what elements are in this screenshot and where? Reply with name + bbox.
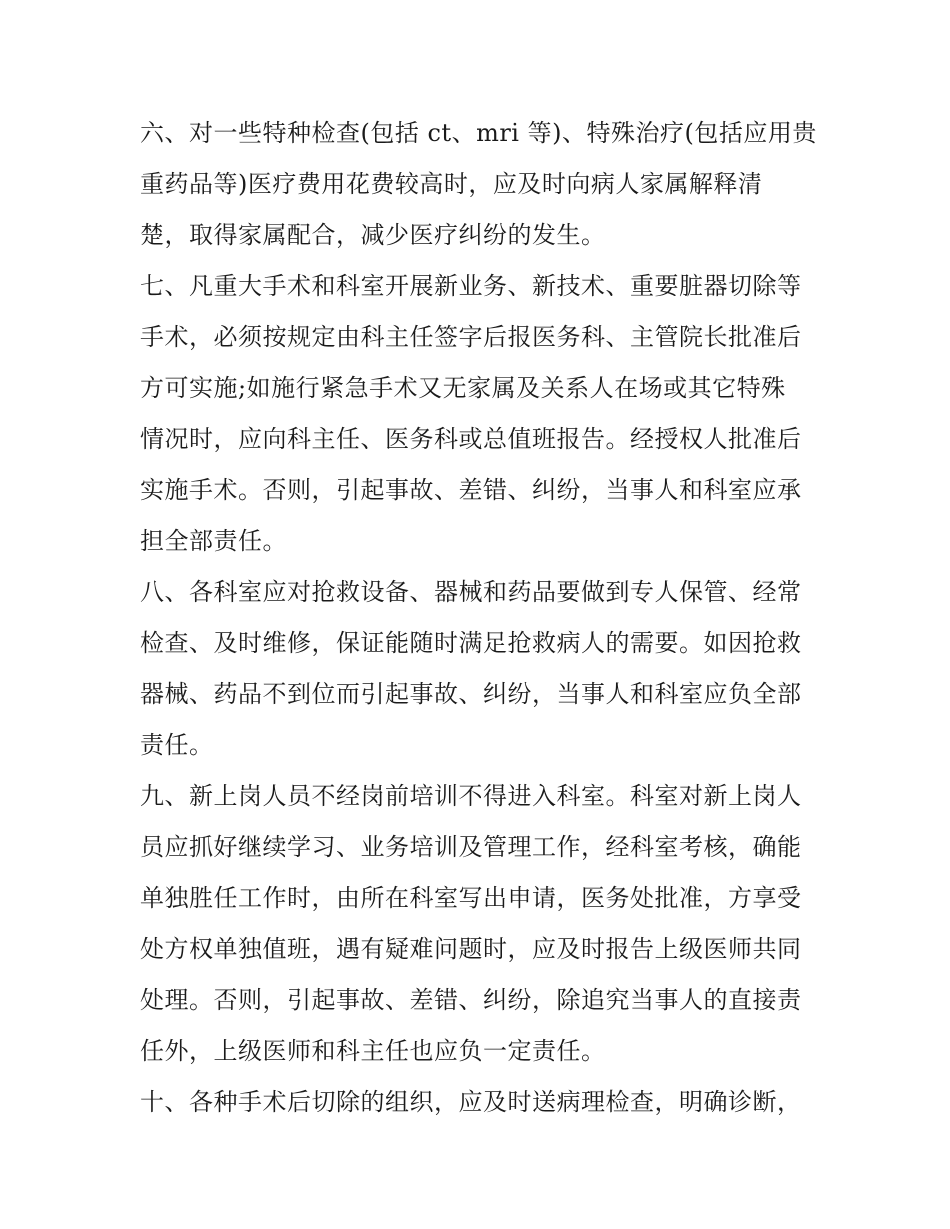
text-line: 情况时，应向科主任、医务科或总值班报告。经授权人批准后 (140, 425, 802, 453)
text-line: 方可实施;如施行紧急手术又无家属及关系人在场或其它特殊 (140, 374, 786, 402)
text-line: 任外，上级医师和科主任也应负一定责任。 (140, 1037, 606, 1065)
text-line: 处理。否则，引起事故、差错、纠纷，除追究当事人的直接责 (140, 986, 802, 1014)
text-line: 器械、药品不到位而引起事故、纠纷，当事人和科室应负全部 (140, 680, 802, 708)
paragraph-item-6 (140, 108, 817, 261)
text-line: 六、对一些特种检查(包括 ct、mri 等)、特殊治疗(包括应用贵 (140, 119, 817, 147)
text-line: 七、凡重大手术和科室开展新业务、新技术、重要脏器切除等 (140, 272, 802, 300)
text-line: 手术，必须按规定由科主任签字后报医务科、主管院长批准后 (140, 323, 802, 351)
text-line: 十、各种手术后切除的组织，应及时送病理检查，明确诊断， (140, 1088, 802, 1116)
text-line: 楚，取得家属配合，减少医疗纠纷的发生。 (140, 221, 606, 249)
paragraph-item-10 (140, 1077, 812, 1128)
document-body (140, 108, 817, 1128)
text-line: 单独胜任工作时，由所在科室写出申请，医务处批准，方享受 (140, 884, 802, 912)
text-line: 检查、及时维修，保证能随时满足抢救病人的需要。如因抢救 (140, 629, 802, 657)
paragraph-item-7 (140, 261, 812, 567)
text-line: 重药品等)医疗费用花费较高时，应及时向病人家属解释清 (140, 170, 763, 198)
paragraph-item-8 (140, 567, 812, 771)
text-line: 员应抓好继续学习、业务培训及管理工作，经科室考核，确能 (140, 833, 802, 861)
text-line: 处方权单独值班，遇有疑难问题时，应及时报告上级医师共同 (140, 935, 802, 963)
text-line: 八、各科室应对抢救设备、器械和药品要做到专人保管、经常 (140, 578, 802, 606)
text-line: 担全部责任。 (140, 527, 287, 555)
text-line: 实施手术。否则，引起事故、差错、纠纷，当事人和科室应承 (140, 476, 802, 504)
paragraph-item-9 (140, 771, 812, 1077)
text-line: 责任。 (140, 731, 214, 759)
text-line: 九、新上岗人员不经岗前培训不得进入科室。科室对新上岗人 (140, 782, 802, 810)
